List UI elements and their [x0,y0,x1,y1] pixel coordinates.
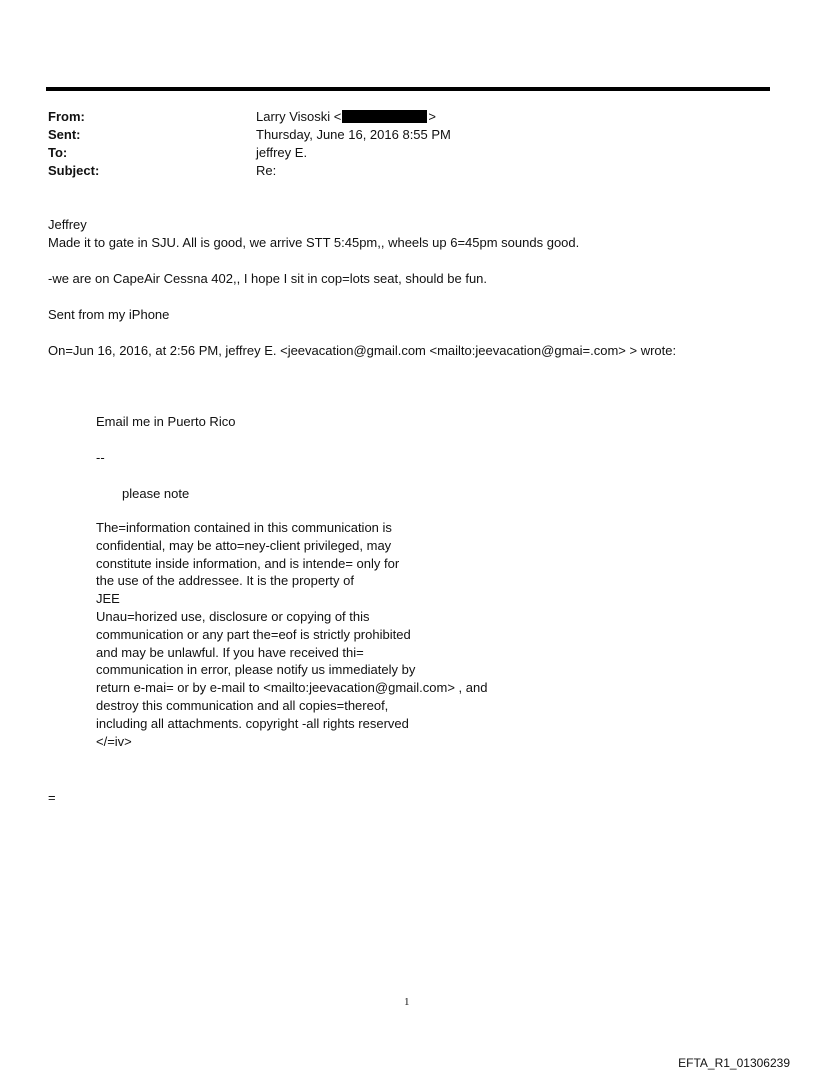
quoted-separator: -- [96,450,105,465]
document-id: EFTA_R1_01306239 [678,1056,790,1070]
quote-intro: On=Jun 16, 2016, at 2:56 PM, jeffrey E. <jeevacation@gmail.com <mailto:jeevacation@gmai=.com> > wrote: [48,343,677,358]
body-line-1: Made it to gate in SJU. All is good, we arrive STT 5:45pm,, wheels up 6=45pm sounds good. [48,235,580,250]
page-number: 1 [404,996,410,1008]
to-label: To: [48,145,68,160]
quoted-note: please note [122,486,190,501]
from-suffix: > [428,109,436,124]
from-value [256,109,436,124]
disclaimer-line: confidential, may be atto=ney-client privileged, may [96,537,392,553]
disclaimer-line: destroy this communication and all copies=thereof, [96,697,389,713]
signature: Sent from my iPhone [48,307,170,322]
greeting: Jeffrey [48,217,87,232]
from-label: From: [48,109,85,124]
header-rule [46,87,770,91]
disclaimer-line: </=iv> [96,733,132,749]
subject-value: Re: [256,163,277,178]
disclaimer-block [96,519,487,750]
disclaimer-line: Unau=horized use, disclosure or copying of this [96,608,370,624]
disclaimer-line: constitute inside information, and is intende= only for [96,555,400,571]
disclaimer-line: The=information contained in this communication is [96,520,392,535]
sent-value: Thursday, June 16, 2016 8:55 PM [256,127,451,142]
disclaimer-line: communication or any part the=eof is strictly prohibited [96,626,411,642]
disclaimer-line: including all attachments. copyright -all rights reserved [96,715,409,731]
disclaimer-line: JEE [96,591,120,607]
disclaimer-line: the use of the addressee. It is the property of [96,573,354,589]
to-value: jeffrey E. [256,145,308,160]
quoted-line-1: Email me in Puerto Rico [96,414,236,429]
redacted-email-block [342,110,427,123]
disclaimer-line: return e-mai= or by e-mail to <mailto:jeevacation@gmail.com> , and [96,680,488,696]
disclaimer-line: and may be unlawful. If you have received thi= [96,644,364,660]
body-line-2: -we are on CapeAir Cessna 402,, I hope I sit in cop=lots seat, should be fun. [48,271,488,286]
trailing-equals: = [48,790,56,805]
disclaimer-line: communication in error, please notify us immediately by [96,662,416,678]
from-name: Larry Visoski < [256,109,342,124]
subject-label: Subject: [48,163,100,178]
sent-label: Sent: [48,127,81,142]
